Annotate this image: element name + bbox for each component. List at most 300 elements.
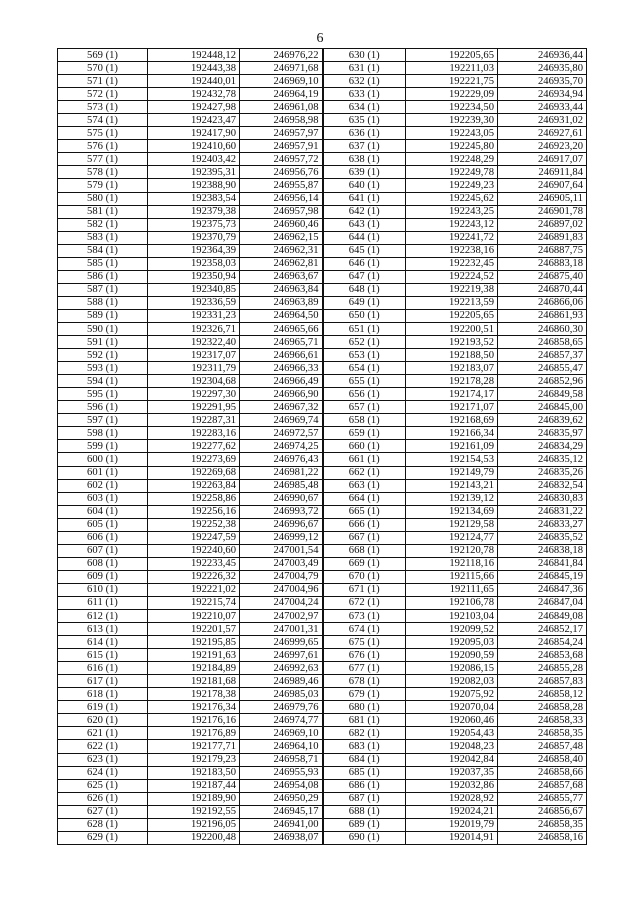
point-id-left: 601 (1) (58, 466, 148, 479)
point-id-left: 573 (1) (58, 101, 148, 114)
y-coordinate-left: 246938,07 (240, 831, 323, 844)
point-id-right: 656 (1) (323, 388, 406, 401)
point-id-left: 570 (1) (58, 62, 148, 75)
point-id-left: 586 (1) (58, 270, 148, 283)
y-coordinate-right: 246923,20 (498, 140, 587, 153)
y-coordinate-right: 246832,54 (498, 479, 587, 492)
x-coordinate-right: 192103,04 (406, 610, 498, 623)
point-id-left: 627 (1) (58, 805, 148, 818)
point-id-left: 587 (1) (58, 283, 148, 296)
y-coordinate-left: 246945,17 (240, 805, 323, 818)
x-coordinate-left: 192370,79 (148, 231, 240, 244)
point-id-right: 669 (1) (323, 557, 406, 570)
y-coordinate-left: 246966,49 (240, 375, 323, 388)
y-coordinate-right: 246911,84 (498, 166, 587, 179)
point-id-left: 629 (1) (58, 831, 148, 844)
y-coordinate-left: 246976,22 (240, 49, 323, 62)
x-coordinate-right: 192111,65 (406, 583, 498, 596)
point-id-left: 585 (1) (58, 257, 148, 270)
x-coordinate-left: 192200,48 (148, 831, 240, 844)
y-coordinate-right: 246834,29 (498, 440, 587, 453)
point-id-left: 583 (1) (58, 231, 148, 244)
x-coordinate-right: 192048,23 (406, 740, 498, 753)
y-coordinate-left: 246955,93 (240, 766, 323, 779)
x-coordinate-left: 192331,23 (148, 309, 240, 322)
y-coordinate-left: 247003,49 (240, 557, 323, 570)
point-id-right: 635 (1) (323, 114, 406, 127)
y-coordinate-right: 246845,00 (498, 401, 587, 414)
table-row (58, 75, 587, 88)
point-id-right: 683 (1) (323, 740, 406, 753)
table-row (58, 296, 587, 309)
y-coordinate-right: 246858,28 (498, 701, 587, 714)
x-coordinate-left: 192256,16 (148, 505, 240, 518)
y-coordinate-left: 246964,19 (240, 88, 323, 101)
x-coordinate-left: 192183,50 (148, 766, 240, 779)
y-coordinate-right: 246870,44 (498, 283, 587, 296)
point-id-right: 630 (1) (323, 49, 406, 62)
point-id-left: 609 (1) (58, 570, 148, 583)
y-coordinate-left: 246969,10 (240, 727, 323, 740)
point-id-left: 606 (1) (58, 531, 148, 544)
x-coordinate-left: 192291,95 (148, 401, 240, 414)
x-coordinate-right: 192205,65 (406, 309, 498, 322)
x-coordinate-left: 192233,45 (148, 557, 240, 570)
point-id-right: 663 (1) (323, 479, 406, 492)
point-id-right: 685 (1) (323, 766, 406, 779)
table-row (58, 309, 587, 322)
table-row (58, 492, 587, 505)
y-coordinate-right: 246833,27 (498, 518, 587, 531)
x-coordinate-right: 192205,65 (406, 49, 498, 62)
x-coordinate-left: 192215,74 (148, 596, 240, 609)
x-coordinate-right: 192245,80 (406, 140, 498, 153)
point-id-left: 595 (1) (58, 388, 148, 401)
x-coordinate-left: 192176,16 (148, 714, 240, 727)
table-row (58, 570, 587, 583)
table-row (58, 583, 587, 596)
table-row (58, 283, 587, 296)
point-id-right: 662 (1) (323, 466, 406, 479)
table-row (58, 127, 587, 140)
point-id-right: 647 (1) (323, 270, 406, 283)
y-coordinate-left: 246962,15 (240, 231, 323, 244)
table-row (58, 270, 587, 283)
y-coordinate-left: 246954,08 (240, 779, 323, 792)
y-coordinate-right: 246897,02 (498, 218, 587, 231)
y-coordinate-left: 246962,31 (240, 244, 323, 257)
y-coordinate-right: 246905,11 (498, 192, 587, 205)
point-id-left: 591 (1) (58, 336, 148, 349)
y-coordinate-left: 246999,65 (240, 636, 323, 649)
table-row (58, 140, 587, 153)
point-id-right: 640 (1) (323, 179, 406, 192)
x-coordinate-right: 192211,03 (406, 62, 498, 75)
x-coordinate-left: 192210,07 (148, 610, 240, 623)
point-id-right: 631 (1) (323, 62, 406, 75)
y-coordinate-right: 246858,65 (498, 336, 587, 349)
table-row (58, 322, 587, 335)
point-id-left: 619 (1) (58, 701, 148, 714)
y-coordinate-right: 246852,17 (498, 623, 587, 636)
coordinates-table (57, 48, 587, 845)
table-row (58, 427, 587, 440)
x-coordinate-right: 192249,78 (406, 166, 498, 179)
x-coordinate-right: 192245,62 (406, 192, 498, 205)
table-row (58, 62, 587, 75)
x-coordinate-left: 192410,60 (148, 140, 240, 153)
table-row (58, 740, 587, 753)
x-coordinate-right: 192118,16 (406, 557, 498, 570)
y-coordinate-left: 246999,12 (240, 531, 323, 544)
point-id-left: 623 (1) (58, 753, 148, 766)
point-id-left: 607 (1) (58, 544, 148, 557)
x-coordinate-left: 192375,73 (148, 218, 240, 231)
y-coordinate-left: 246993,72 (240, 505, 323, 518)
y-coordinate-right: 246858,35 (498, 727, 587, 740)
y-coordinate-left: 246967,32 (240, 401, 323, 414)
table-row (58, 701, 587, 714)
x-coordinate-right: 192213,59 (406, 296, 498, 309)
point-id-right: 681 (1) (323, 714, 406, 727)
table-row (58, 610, 587, 623)
table-row (58, 818, 587, 831)
y-coordinate-right: 246855,77 (498, 792, 587, 805)
x-coordinate-left: 192403,42 (148, 153, 240, 166)
x-coordinate-left: 192388,90 (148, 179, 240, 192)
x-coordinate-left: 192247,59 (148, 531, 240, 544)
point-id-left: 596 (1) (58, 401, 148, 414)
point-id-right: 688 (1) (323, 805, 406, 818)
point-id-right: 665 (1) (323, 505, 406, 518)
table-row (58, 257, 587, 270)
point-id-right: 680 (1) (323, 701, 406, 714)
x-coordinate-left: 192176,89 (148, 727, 240, 740)
y-coordinate-left: 246969,74 (240, 414, 323, 427)
x-coordinate-right: 192120,78 (406, 544, 498, 557)
x-coordinate-right: 192239,30 (406, 114, 498, 127)
x-coordinate-right: 192014,91 (406, 831, 498, 844)
y-coordinate-left: 246956,14 (240, 192, 323, 205)
y-coordinate-right: 246845,19 (498, 570, 587, 583)
x-coordinate-right: 192154,53 (406, 453, 498, 466)
table-row (58, 153, 587, 166)
table-row (58, 218, 587, 231)
y-coordinate-right: 246860,30 (498, 322, 587, 335)
y-coordinate-left: 247004,24 (240, 596, 323, 609)
point-id-left: 575 (1) (58, 127, 148, 140)
x-coordinate-right: 192183,07 (406, 362, 498, 375)
point-id-left: 598 (1) (58, 427, 148, 440)
y-coordinate-left: 246966,90 (240, 388, 323, 401)
point-id-right: 676 (1) (323, 649, 406, 662)
table-row (58, 792, 587, 805)
point-id-right: 687 (1) (323, 792, 406, 805)
coordinates-table-body (58, 49, 587, 845)
table-row (58, 518, 587, 531)
y-coordinate-right: 246835,12 (498, 453, 587, 466)
x-coordinate-left: 192179,23 (148, 753, 240, 766)
table-row (58, 662, 587, 675)
table-row (58, 805, 587, 818)
table-row (58, 453, 587, 466)
table-row (58, 401, 587, 414)
table-row (58, 205, 587, 218)
point-id-left: 581 (1) (58, 205, 148, 218)
y-coordinate-right: 246831,22 (498, 505, 587, 518)
table-row (58, 531, 587, 544)
point-id-right: 651 (1) (323, 322, 406, 335)
x-coordinate-right: 192219,38 (406, 283, 498, 296)
x-coordinate-left: 192178,38 (148, 688, 240, 701)
point-id-right: 668 (1) (323, 544, 406, 557)
x-coordinate-left: 192417,90 (148, 127, 240, 140)
point-id-right: 639 (1) (323, 166, 406, 179)
y-coordinate-right: 246927,61 (498, 127, 587, 140)
table-row (58, 688, 587, 701)
x-coordinate-right: 192200,51 (406, 322, 498, 335)
table-row (58, 727, 587, 740)
y-coordinate-right: 246901,78 (498, 205, 587, 218)
x-coordinate-left: 192189,90 (148, 792, 240, 805)
point-id-right: 645 (1) (323, 244, 406, 257)
y-coordinate-right: 246855,47 (498, 362, 587, 375)
point-id-left: 594 (1) (58, 375, 148, 388)
point-id-right: 682 (1) (323, 727, 406, 740)
table-row (58, 349, 587, 362)
point-id-right: 679 (1) (323, 688, 406, 701)
point-id-right: 643 (1) (323, 218, 406, 231)
y-coordinate-left: 247004,79 (240, 570, 323, 583)
x-coordinate-left: 192358,03 (148, 257, 240, 270)
x-coordinate-right: 192234,50 (406, 101, 498, 114)
y-coordinate-left: 246972,57 (240, 427, 323, 440)
x-coordinate-right: 192249,23 (406, 179, 498, 192)
x-coordinate-left: 192252,38 (148, 518, 240, 531)
x-coordinate-right: 192086,15 (406, 662, 498, 675)
y-coordinate-right: 246852,96 (498, 375, 587, 388)
y-coordinate-left: 246974,77 (240, 714, 323, 727)
point-id-left: 599 (1) (58, 440, 148, 453)
point-id-right: 650 (1) (323, 309, 406, 322)
x-coordinate-left: 192240,60 (148, 544, 240, 557)
point-id-right: 633 (1) (323, 88, 406, 101)
table-row (58, 192, 587, 205)
y-coordinate-right: 246917,07 (498, 153, 587, 166)
y-coordinate-left: 247004,96 (240, 583, 323, 596)
point-id-left: 626 (1) (58, 792, 148, 805)
x-coordinate-left: 192287,31 (148, 414, 240, 427)
y-coordinate-left: 246957,72 (240, 153, 323, 166)
y-coordinate-left: 246941,00 (240, 818, 323, 831)
x-coordinate-right: 192090,59 (406, 649, 498, 662)
table-row (58, 101, 587, 114)
point-id-right: 644 (1) (323, 231, 406, 244)
x-coordinate-left: 192196,05 (148, 818, 240, 831)
point-id-left: 617 (1) (58, 675, 148, 688)
point-id-left: 588 (1) (58, 296, 148, 309)
point-id-left: 604 (1) (58, 505, 148, 518)
y-coordinate-right: 246875,40 (498, 270, 587, 283)
x-coordinate-right: 192248,29 (406, 153, 498, 166)
table-row (58, 244, 587, 257)
point-id-left: 614 (1) (58, 636, 148, 649)
point-id-left: 625 (1) (58, 779, 148, 792)
y-coordinate-right: 246931,02 (498, 114, 587, 127)
y-coordinate-left: 246957,97 (240, 127, 323, 140)
point-id-left: 615 (1) (58, 649, 148, 662)
y-coordinate-right: 246887,75 (498, 244, 587, 257)
y-coordinate-right: 246849,58 (498, 388, 587, 401)
point-id-right: 684 (1) (323, 753, 406, 766)
x-coordinate-right: 192243,05 (406, 127, 498, 140)
point-id-left: 613 (1) (58, 623, 148, 636)
point-id-left: 628 (1) (58, 818, 148, 831)
point-id-left: 571 (1) (58, 75, 148, 88)
point-id-left: 589 (1) (58, 309, 148, 322)
x-coordinate-left: 192226,32 (148, 570, 240, 583)
point-id-right: 690 (1) (323, 831, 406, 844)
x-coordinate-left: 192297,30 (148, 388, 240, 401)
table-row (58, 779, 587, 792)
x-coordinate-left: 192195,85 (148, 636, 240, 649)
table-row (58, 479, 587, 492)
table-row (58, 596, 587, 609)
x-coordinate-left: 192326,71 (148, 322, 240, 335)
x-coordinate-left: 192443,38 (148, 62, 240, 75)
x-coordinate-left: 192322,40 (148, 336, 240, 349)
y-coordinate-left: 246956,76 (240, 166, 323, 179)
y-coordinate-right: 246933,44 (498, 101, 587, 114)
point-id-left: 572 (1) (58, 88, 148, 101)
y-coordinate-right: 246849,08 (498, 610, 587, 623)
point-id-left: 577 (1) (58, 153, 148, 166)
y-coordinate-left: 246957,91 (240, 140, 323, 153)
x-coordinate-left: 192269,68 (148, 466, 240, 479)
point-id-right: 674 (1) (323, 623, 406, 636)
point-id-left: 600 (1) (58, 453, 148, 466)
point-id-left: 620 (1) (58, 714, 148, 727)
point-id-left: 597 (1) (58, 414, 148, 427)
y-coordinate-right: 246856,67 (498, 805, 587, 818)
point-id-left: 584 (1) (58, 244, 148, 257)
point-id-right: 670 (1) (323, 570, 406, 583)
y-coordinate-left: 246965,71 (240, 336, 323, 349)
table-row (58, 623, 587, 636)
x-coordinate-right: 192115,66 (406, 570, 498, 583)
y-coordinate-left: 246964,50 (240, 309, 323, 322)
x-coordinate-right: 192106,78 (406, 596, 498, 609)
y-coordinate-right: 246934,94 (498, 88, 587, 101)
x-coordinate-left: 192181,68 (148, 675, 240, 688)
point-id-right: 661 (1) (323, 453, 406, 466)
table-row (58, 179, 587, 192)
y-coordinate-right: 246855,28 (498, 662, 587, 675)
point-id-right: 672 (1) (323, 596, 406, 609)
point-id-right: 673 (1) (323, 610, 406, 623)
point-id-right: 686 (1) (323, 779, 406, 792)
x-coordinate-right: 192166,34 (406, 427, 498, 440)
point-id-left: 616 (1) (58, 662, 148, 675)
x-coordinate-right: 192129,58 (406, 518, 498, 531)
y-coordinate-right: 246857,48 (498, 740, 587, 753)
point-id-left: 622 (1) (58, 740, 148, 753)
y-coordinate-right: 246858,66 (498, 766, 587, 779)
x-coordinate-right: 192168,69 (406, 414, 498, 427)
point-id-right: 652 (1) (323, 336, 406, 349)
x-coordinate-right: 192024,21 (406, 805, 498, 818)
x-coordinate-right: 192221,75 (406, 75, 498, 88)
y-coordinate-right: 246838,18 (498, 544, 587, 557)
y-coordinate-left: 246964,10 (240, 740, 323, 753)
point-id-right: 646 (1) (323, 257, 406, 270)
y-coordinate-left: 246974,25 (240, 440, 323, 453)
table-row (58, 49, 587, 62)
point-id-right: 649 (1) (323, 296, 406, 309)
table-row (58, 675, 587, 688)
point-id-left: 569 (1) (58, 49, 148, 62)
y-coordinate-right: 246861,93 (498, 309, 587, 322)
point-id-right: 677 (1) (323, 662, 406, 675)
x-coordinate-right: 192193,52 (406, 336, 498, 349)
y-coordinate-right: 246835,26 (498, 466, 587, 479)
x-coordinate-right: 192032,86 (406, 779, 498, 792)
point-id-right: 678 (1) (323, 675, 406, 688)
y-coordinate-left: 246985,48 (240, 479, 323, 492)
y-coordinate-right: 246854,24 (498, 636, 587, 649)
x-coordinate-right: 192174,17 (406, 388, 498, 401)
y-coordinate-right: 246935,80 (498, 62, 587, 75)
x-coordinate-left: 192317,07 (148, 349, 240, 362)
point-id-left: 590 (1) (58, 322, 148, 335)
y-coordinate-left: 247001,31 (240, 623, 323, 636)
point-id-left: 574 (1) (58, 114, 148, 127)
point-id-left: 576 (1) (58, 140, 148, 153)
point-id-left: 582 (1) (58, 218, 148, 231)
x-coordinate-right: 192099,52 (406, 623, 498, 636)
y-coordinate-right: 246858,40 (498, 753, 587, 766)
x-coordinate-left: 192277,62 (148, 440, 240, 453)
x-coordinate-right: 192054,43 (406, 727, 498, 740)
y-coordinate-left: 246979,76 (240, 701, 323, 714)
point-id-left: 608 (1) (58, 557, 148, 570)
point-id-right: 637 (1) (323, 140, 406, 153)
y-coordinate-left: 246958,98 (240, 114, 323, 127)
x-coordinate-left: 192395,31 (148, 166, 240, 179)
y-coordinate-left: 246958,71 (240, 753, 323, 766)
table-row (58, 231, 587, 244)
x-coordinate-left: 192283,16 (148, 427, 240, 440)
y-coordinate-right: 246835,97 (498, 427, 587, 440)
table-row (58, 375, 587, 388)
point-id-right: 658 (1) (323, 414, 406, 427)
y-coordinate-right: 246857,37 (498, 349, 587, 362)
y-coordinate-left: 246989,46 (240, 675, 323, 688)
y-coordinate-right: 246858,35 (498, 818, 587, 831)
y-coordinate-left: 246966,33 (240, 362, 323, 375)
x-coordinate-left: 192340,85 (148, 283, 240, 296)
x-coordinate-left: 192221,02 (148, 583, 240, 596)
y-coordinate-right: 246858,16 (498, 831, 587, 844)
x-coordinate-right: 192224,52 (406, 270, 498, 283)
x-coordinate-right: 192042,84 (406, 753, 498, 766)
x-coordinate-left: 192364,39 (148, 244, 240, 257)
x-coordinate-left: 192379,38 (148, 205, 240, 218)
table-row (58, 753, 587, 766)
y-coordinate-left: 246963,67 (240, 270, 323, 283)
y-coordinate-left: 246966,61 (240, 349, 323, 362)
x-coordinate-left: 192336,59 (148, 296, 240, 309)
